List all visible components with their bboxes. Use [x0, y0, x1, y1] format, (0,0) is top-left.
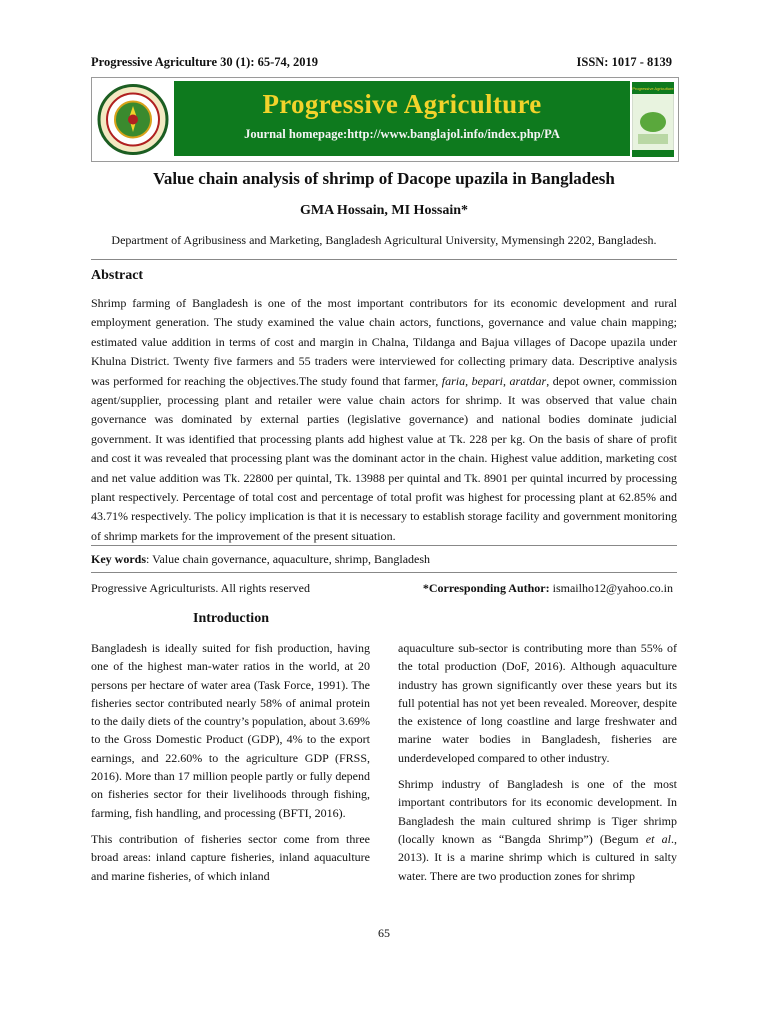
abstract-heading: Abstract: [91, 268, 144, 283]
intro-paragraph-2: This contribution of fisheries sector come from three broad areas: inland capture fisheries, inland aquaculture and marine fisheries, of which inland: [91, 831, 370, 883]
page-number: 65: [378, 926, 390, 940]
journal-cover-thumbnail: [632, 82, 674, 157]
divider-keywords: [91, 572, 677, 573]
introduction-heading: Introduction: [193, 611, 269, 626]
intro-paragraph-3: aquaculture sub-sector is contributing more than 55% of the total production (DoF, 2016). Although aquaculture industry has grown significantly over these years but its full potential has not yet been revealed. Moreover, despite the existence of long coastline and large freshwater and marine water bodies in Bangladesh, fisheries are underdeveloped compared to other industry.: [398, 641, 677, 765]
corresponding-author: *Corresponding Author: ismailho12@yahoo.co.in: [422, 581, 673, 595]
divider-top: [91, 259, 677, 260]
abstract-text: Shrimp farming of Bangladesh is one of the most important contributors for its economic development and rural employment generation. The study examined the value chain actors, functions, governance and value chain mapping; estimated value addition in terms of cost and margin in Chalna, Tildanga and Bajua villages of Dacope upazila under Khulna District. Twenty five farmers and 55 traders were interviewed for collecting primary data. Descriptive analysis was performed for reaching the objectives.The study found that farmer, faria, bepari, aratdar, depot owner, commission agent/supplier, processing plant and retailer were value chain actors for shrimp. It was observed that value chain governance was dominated by external parties (legislative governance) and national bodies dominate judicial government. It was identified that processing plants add highest value at Tk. 228 per kg. On the basis of share of profit and cost it was revealed that processing plant was the dominant actor in the chain. Highest value addition, marketing cost and net value addition was Tk. 22800 per quintal, Tk. 13988 per quintal and Tk. 8901 per quintal incurred by processing plant respectively. Percentage of total cost and percentage of total profit was highest for processing plant at 62.85% and 43.71% respectively. The policy implication is that it is necessary to establish storage facility and government monitoring of shrimp markets for the improvement of the present situation.: [91, 296, 678, 543]
paper-authors: GMA Hossain, MI Hossain*: [299, 203, 469, 218]
paper-title: Value chain analysis of shrimp of Dacope upazila in Bangladesh: [153, 169, 615, 188]
banner-title-panel: [174, 81, 630, 156]
keywords: Key words: Value chain governance, aquaculture, shrimp, Bangladesh: [91, 552, 431, 566]
intro-paragraph-4: Shrimp industry of Bangladesh is one of the most important contributors for its economic development. In Bangladesh the main cultured shrimp is Tiger shrimp (locally known as “Bangda Shrimp”) (Begum et al., 2013). It is a marine shrimp which is cultured in salty water. There are two production zones for shrimp: [398, 777, 677, 883]
journal-logo: [97, 82, 169, 157]
journal-name: Progressive Agriculture: [262, 89, 542, 119]
cover-label: Progressive Agriculture: [632, 86, 674, 91]
author-affiliation: Department of Agribusiness and Marketing, Bangladesh Agricultural University, Mymensingh 2202, Bangladesh.: [111, 233, 657, 247]
issn: ISSN: 1017 - 8139: [576, 55, 672, 69]
text-column-right: [398, 639, 677, 893]
intro-paragraph-1: Bangladesh is ideally suited for fish production, having one of the highest man-water ratios in the world, at 20 persons per hectare of water area (Task Force, 1991). The fisheries sector contributed nearly 58% of animal protein to the daily diets of the country’s population, about 3.69% to the Gross Domestic Product (GDP), 4% to the export earnings, and 22.60% to the agriculture GDP (FRSS, 2016). More than 17 million people partly or fully depend on fisheries sector for their livelihoods through fishing, farming, fish handling, and processing (BFTI, 2016).: [91, 641, 370, 820]
copyright-notice: Progressive Agriculturists. All rights reserved: [91, 581, 310, 595]
journal-banner: [91, 77, 679, 162]
journal-homepage: Journal homepage:http://www.banglajol.info/index.php/PA: [244, 127, 560, 141]
text-column-left: [91, 639, 370, 893]
divider-abstract: [91, 545, 677, 546]
journal-reference: Progressive Agriculture 30 (1): 65-74, 2019: [91, 55, 319, 69]
